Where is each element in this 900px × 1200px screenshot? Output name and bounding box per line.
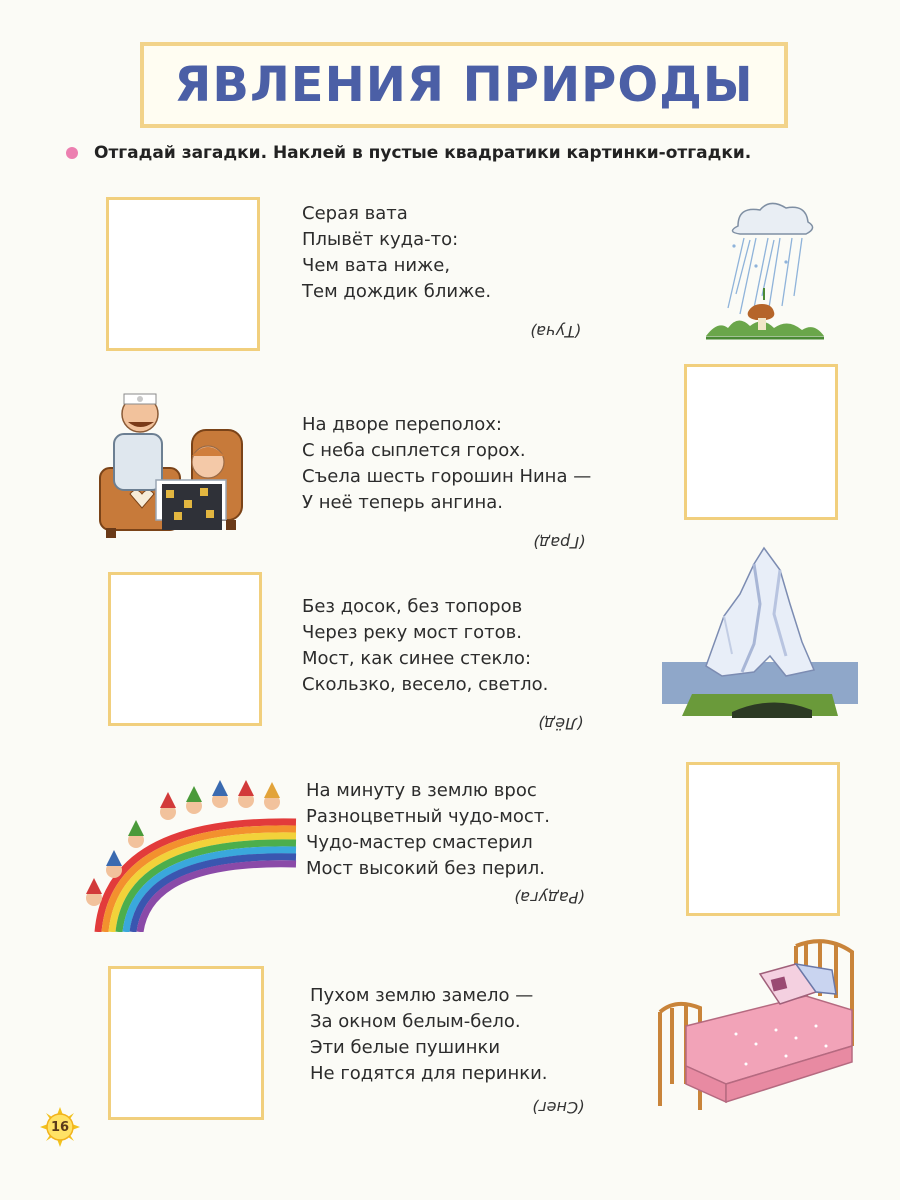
riddle-line: Съела шесть горошин Нина — <box>302 466 592 487</box>
rain-cloud-illustration <box>698 196 828 346</box>
riddle-line: Через реку мост готов. <box>302 622 522 643</box>
riddle-line: Эти белые пушинки <box>310 1037 501 1058</box>
riddle-line: Мост высокий без перил. <box>306 858 546 879</box>
riddle-line: Чем вата ниже, <box>302 255 451 276</box>
page-number-badge <box>40 1107 80 1147</box>
gnomes-rainbow-illustration <box>78 778 298 932</box>
riddle-line: Серая вата <box>302 203 408 224</box>
riddle-line: Пухом землю замело — <box>310 985 534 1006</box>
riddle-5-answer: (Снег) <box>532 1098 585 1117</box>
riddle-3-answer: (Лёд) <box>538 714 584 733</box>
riddle-line: С неба сыплется горох. <box>302 440 526 461</box>
riddle-2-text <box>302 412 591 516</box>
sticker-box-2[interactable] <box>684 364 838 520</box>
riddle-line: У неё теперь ангина. <box>302 492 503 513</box>
riddle-line: Без досок, без топоров <box>302 596 523 617</box>
page-number: 16 <box>50 1119 70 1135</box>
riddle-line: Скользко, весело, светло. <box>302 674 549 695</box>
sticker-box-1[interactable] <box>106 197 260 351</box>
page-title: ЯВЛЕНИЯ ПРИРОДЫ <box>174 57 754 113</box>
instruction-text: Отгадай загадки. Наклей в пустые квадратики картинки-отгадки. <box>94 143 752 163</box>
iceberg-illustration <box>662 544 858 720</box>
sticker-box-5[interactable] <box>108 966 264 1120</box>
riddle-4-text <box>306 778 550 882</box>
riddle-5-text <box>310 983 548 1087</box>
riddle-line: На дворе переполох: <box>302 414 502 435</box>
bed-illustration <box>656 934 860 1116</box>
riddle-3-text <box>302 594 548 698</box>
doctor-sick-girl-illustration <box>96 384 256 544</box>
riddle-4-answer: (Радуга) <box>514 888 585 907</box>
title-frame <box>140 42 788 128</box>
riddle-1-answer: (Туча) <box>530 322 581 341</box>
bullet-icon <box>66 147 78 159</box>
riddle-line: Чудо-мастер смастерил <box>306 832 533 853</box>
riddle-line: Плывёт куда-то: <box>302 229 459 250</box>
riddle-line: Мост, как синее стекло: <box>302 648 532 669</box>
riddle-line: Тем дождик ближе. <box>302 281 492 302</box>
riddle-2-answer: (Град) <box>533 533 586 552</box>
riddle-line: Не годятся для перинки. <box>310 1063 548 1084</box>
sticker-box-4[interactable] <box>686 762 840 916</box>
riddle-line: За окном белым-бело. <box>310 1011 521 1032</box>
riddle-line: На минуту в землю врос <box>306 780 537 801</box>
riddle-line: Разноцветный чудо-мост. <box>306 806 550 827</box>
sticker-box-3[interactable] <box>108 572 262 726</box>
instruction <box>66 143 886 163</box>
riddle-1-text <box>302 201 491 305</box>
